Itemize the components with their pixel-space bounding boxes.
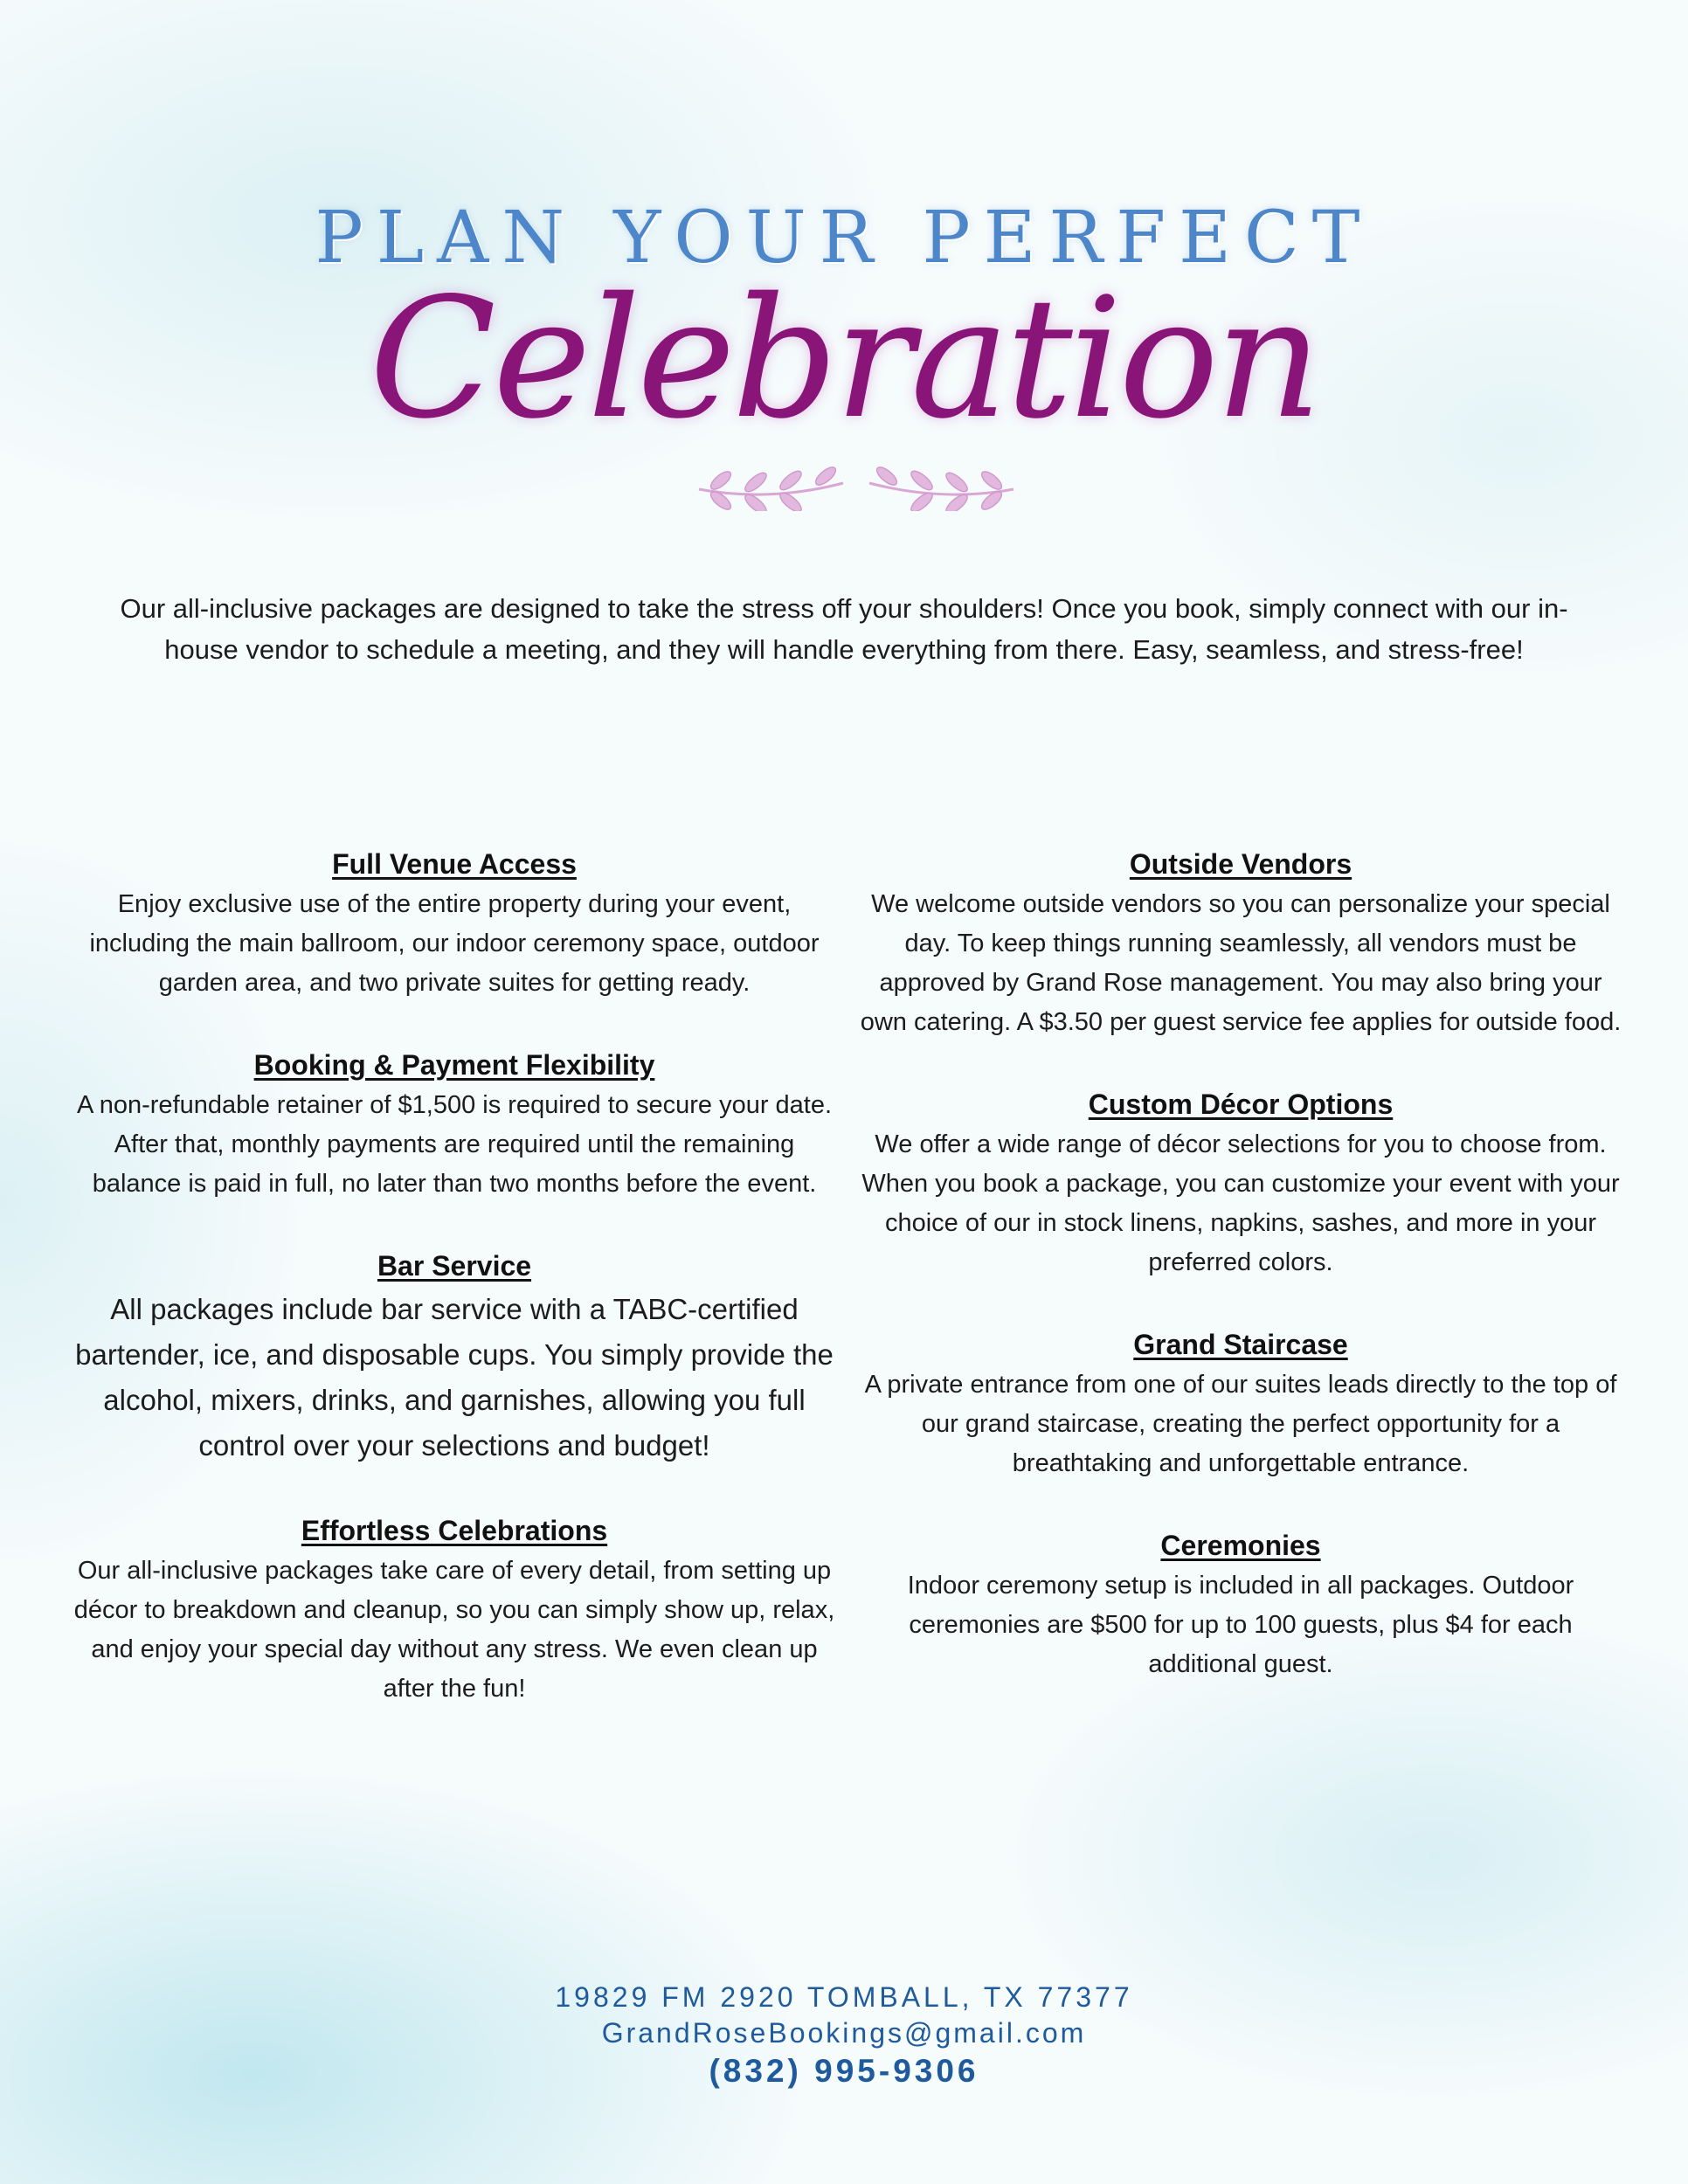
contact-footer [0,1979,1688,2092]
section-bar-service [70,1245,839,1469]
section-title: Ceremonies [1160,1530,1321,1561]
section-body: All packages include bar service with a TABC-certified bartender, ice, and disposable cups. You simply provide the alcohol, mixers, drinks, and garnishes, allowing you full control over your selections and budget! [75,1293,834,1462]
section-ceremonies [856,1524,1625,1684]
left-column [70,843,839,1750]
section-body: A non-refundable retainer of $1,500 is required to secure your date. After that, monthly payments are required until the remaining balance is paid in full, no later than two months before the event. [76,1091,833,1198]
section-title: Effortless Celebrations [301,1515,608,1546]
section-booking-payment [70,1044,839,1204]
email-link[interactable]: GrandRoseBookings@gmail.com [601,2017,1087,2049]
section-body: We welcome outside vendors so you can personalize your special day. To keep things running seamlessly, all vendors must be approved by Grand Rose management. You may also bring your own catering. A $3.50 per guest service fee applies for outside food. [860,890,1622,1036]
section-body: We offer a wide range of décor selections for you to choose from. When you book a package, you can customize your event with your choice of our in stock linens, napkins, sashes, and more in your preferred colors. [861,1130,1620,1276]
section-title: Bar Service [377,1250,532,1282]
section-body: Enjoy exclusive use of the entire property during your event, including the main ballroom, our indoor ceremony space, outdoor garden area, and two private suites for getting ready. [89,890,820,997]
section-title: Grand Staircase [1133,1329,1348,1360]
page-header [0,179,1688,520]
script-title: Celebration [369,262,1319,455]
section-custom-decor [856,1083,1625,1282]
address: 19829 FM 2920 TOMBALL, TX 77377 [555,1981,1133,2013]
page-title: PLAN YOUR PERFECT [315,197,1373,280]
section-body: Indoor ceremony setup is included in all packages. Outdoor ceremonies are $500 for up to 100 guests, plus $4 for each additional guest. [907,1572,1574,1678]
section-title: Booking & Payment Flexibility [253,1049,655,1081]
section-grand-staircase [856,1324,1625,1483]
section-body: Our all-inclusive packages take care of every detail, from setting up décor to breakdown and cleanup, so you can simply show up, relax, and enjoy your special day without any stress. We even clean up after the fun! [73,1557,835,1703]
section-effortless-celebrations [70,1510,839,1709]
section-full-venue-access [70,843,839,1003]
intro-paragraph: Our all-inclusive packages are designed to take the stress off your shoulders! Once you book, simply connect with our in-house vendor to schedule a meeting, and they will handle everything from there. Easy, seamless, and stress-free! [120,593,1568,665]
section-title: Outside Vendors [1129,848,1352,880]
section-title: Full Venue Access [332,848,577,880]
section-outside-vendors [856,843,1625,1042]
laurel-branches-icon [681,441,1031,511]
section-body: A private entrance from one of our suites leads directly to the top of our grand staircase, creating the perfect opportunity for a breathtaking and unforgettable entrance. [864,1371,1617,1477]
section-title: Custom Décor Options [1088,1089,1394,1120]
phone-number[interactable]: (832) 995-9306 [709,2053,979,2089]
right-column [856,843,1625,1725]
